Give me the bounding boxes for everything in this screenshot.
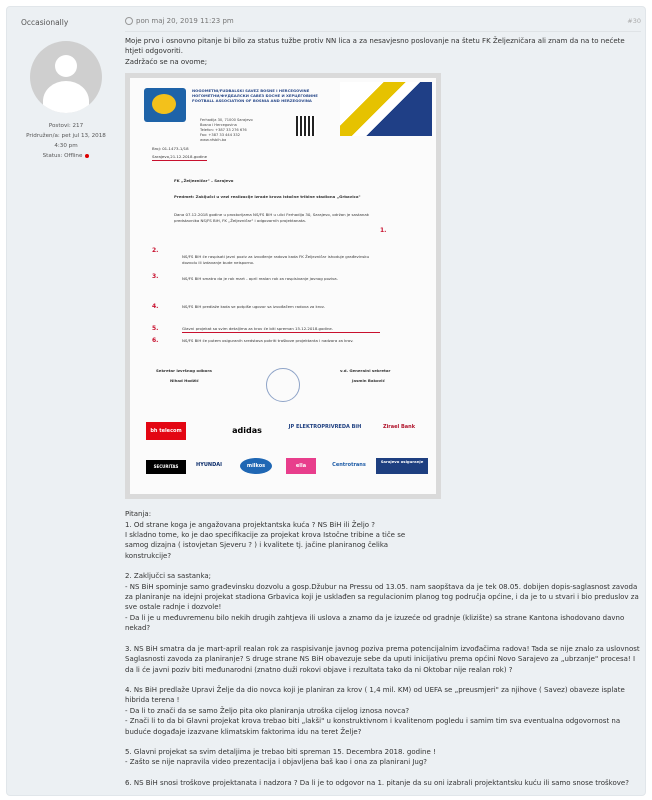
offline-dot-icon [85,154,89,158]
letter-item: NS/FS BiH će raspisati javni poziv za izvođenje radova kada FK Željezničar ishoduje građevinsku dozvolu ili izdavanje bude neisporno. [182,254,370,266]
sponsor-logo: SECURITAS [146,460,186,474]
user-profile [15,13,117,161]
join-time: 4:30 pm [54,143,78,149]
addr-line: Telefon: +387 33 276 676 [200,128,247,133]
letter-item: NS/FS BiH predlaže kada se potpiše ugovor sa izvođačem radova za krov. [182,304,325,310]
sponsor-logo: Centrotrans [332,462,366,469]
spacer [125,675,641,685]
mark-5: 5. [152,325,159,333]
org-line: NOGOMETNI/FUDBALSKI SAVEZ BOSNE I HERCEGOVINE [192,88,310,94]
letter-paper [130,78,436,494]
intro-text: Moje prvo i osnovno pitanje bi bilo za status tužbe protiv NN lica a za nesavjesno poslovanje na štetu FK Željezničara ali znam da na to nećete htjeti odgovoriti. [125,37,625,56]
avatar-body [43,81,89,113]
sponsor-logo: HYUNDAI [196,462,222,469]
sponsor-logo: JP ELEKTROPRIVREDA BiH [288,424,362,431]
org-line: FOOTBALL ASSOCIATION OF BOSNIA AND HERZEGOVINA [192,98,312,104]
letter-subject: Predmet: Zaključci u vezi realizacije izrade krova istočne tribine stadiona „Grbavica" [174,194,361,200]
body-line: - Zašto se nije napravila video prezentacija i objavljena baš kao i ona za planirani Jug? [125,758,428,767]
mark-4: 4. [152,303,159,311]
addr-line: www.nfsbih.ba [200,138,227,143]
post-header [125,17,641,32]
letter-paragraph: Dana 07.12.2018 godine u prostorijama NS/FS BiH u ulici Ferhadija 30, Sarajevo, održan je sastanak predstavnika NS/FS BiH, FK „Željezničar" i odgovornih projektanata. [174,212,369,224]
avatar-head [55,55,77,77]
decorative-wedge [340,82,432,136]
letter-org [192,88,342,103]
post-count: Postovi: 217 [48,123,84,129]
addr-line: Fax: +387 33 444 332 [200,133,241,138]
letter-item: Glavni projekat sa svim detaljima za krov će biti spreman 15.12.2018.godine. [182,326,380,333]
mark-3: 3. [152,273,159,281]
mark-2: 2. [152,247,159,255]
body-line: 6. NS BiH snosi troškove projektanata i nadzora ? Da li je to odgovor na 1. pitanje da su oni izabrali projektantsku kuću ili samo snose troškove? [125,778,629,787]
sig-left-name: Nihad Hodžić [170,378,199,384]
sponsor-logo: bh telecom [146,422,186,440]
intro-text-2: Zadržaćo se na ovome; [125,57,208,66]
sponsor-logo: Zirael Bank [382,424,416,431]
sig-right-title: v.d. Generalni sekretar [340,368,391,374]
username[interactable]: Occasionally [21,18,69,27]
body-line: 5. Glavni projekat sa svim detaljima je trebao biti spreman 15. Decembra 2018. godine ! [125,747,436,756]
qr-code-icon [296,116,316,136]
mark-6: 6. [152,337,159,345]
letter-recipient: FK „Željezničar" – Sarajevo [174,178,234,184]
mark-1: 1. [380,227,387,235]
body-line: - Da li to znači da se samo Željo pita oko planiranja utroška cijelog iznosa novca? [125,706,410,715]
avatar[interactable] [30,41,102,113]
addr-line: Bosna i Hercegovina [200,123,237,128]
body-line: samog dizajna ( istovjetan Sjeveru ? ) i kvalitete tj. jačine planiranog čelika [125,541,389,550]
letter-header [130,78,436,143]
attached-letter-image[interactable] [125,73,441,499]
join-date: Pridružen/a: pet jul 13, 2018 [26,133,106,139]
body-line: - Znači li to da bi Glavni projekat krova trebao biti „lakši" u konstruktivnom i kvalitenom pogledu i samim tim sva eventualna odgovornost na buduće događaje izazvane klimatskim faktorima idu na teret Želje? [125,717,621,736]
sponsor-logo: milkos [240,458,272,474]
letter-address [200,118,253,143]
online-status [15,151,117,161]
letter-date: Sarajevo,21.12.2018.godine [152,154,208,160]
sig-right-name: Jasmin Baković [352,378,385,384]
forum-post [6,6,646,796]
status-text: Status: Offline [42,153,83,159]
letter-number: Broj: 01-1473-1/18 [152,146,189,152]
sig-left-title: Sekretar Izvršnog odbora [156,368,212,374]
sponsor-logo: ella [286,458,316,474]
letter-item: NS/FS BiH smatra da je rok mart - april realan rok za raspisivanje javnog poziva. [182,276,338,282]
post-datetime: pon maj 20, 2019 11:23 pm [136,17,234,25]
body-line: konstrukcije? [125,551,172,560]
official-seal-icon [266,368,300,402]
spacer [125,561,641,571]
body-line: 4. Ns BiH predlaže Upravi Želje da dio novca koji je planiran za krov ( 1,4 mil. KM) od UEFA se „preusmjeri" za njihove ( Savez) obaveze isplate hibrida terena ! [125,685,625,705]
spacer [125,634,641,644]
body-line: 3. NS BiH smatra da je mart-april realan rok za raspisivanje javnog poziva prema potencijalnim izvođačima radova! Tada se nije znalo za uslovnost Saglasnosti zavoda za planiranje? S druge strane NS BiH obavezuje sebe da uputi inicijativu prema općini Novo Sarajevo za „ubrzanje" procesa! I da li će javni poziv biti međunarodni (znatno duži rokovi objave i rezultata tako da ni Oktobar nije realan rok) ? [125,644,640,674]
body-line: I skladno tome, ko je dao specifikacije za projekat krova Istočne tribine a tiče se [125,531,406,540]
body-line: 2. Zaključci sa sastanka; [125,572,212,581]
spacer [125,737,641,747]
body-line: 1. Od strane koga je angažovana projektantska kuća ? NS BiH ili Željo ? [125,520,375,529]
letter-item: NS/FS BiH će putem osiguranih sredstava pokriti troškove projektanta i nadzora za krov. [182,338,354,344]
body-line: Pitanja: [125,510,152,519]
post-content [125,36,641,788]
org-line: НОГОМЕТНИ/ФУДБАЛСКИ САВЕЗ БОСНЕ И ХЕРЦЕГОВИНЕ [192,93,318,99]
sponsor-logo: adidas [232,426,262,436]
spacer [125,768,641,778]
post-body [125,17,641,788]
clock-icon [125,17,133,25]
body-line: - Da li je u međuvremenu bilo nekih drugih zahtjeva ili uslova a znamo da je izuzeće od gradnje (klizište) sa strane Kantona ishodovano davno nekad? [125,613,625,633]
sponsor-logos [140,416,426,486]
federation-logo-icon [144,88,186,122]
sponsor-logo: Sarajevo osiguranje [376,458,428,474]
profile-info [15,121,117,161]
post-number-link[interactable]: #30 [627,17,641,25]
addr-line: Ferhadija 30, 71000 Sarajevo [200,118,253,123]
body-line: - NS BiH spominje samo građevinsku dozvolu a gosp.Džubur na Pressu od 13.05. nam saopštava da je tek 08.05. dobijen dopis-saglasnost zavoda za planiranje na idejni projekat stadiona Grbavica koji je usklađen sa regulacionim planog tog područja općine, i da je to u stvari i bio preduslov za sve ostale radnje i dozvole! [125,582,639,612]
